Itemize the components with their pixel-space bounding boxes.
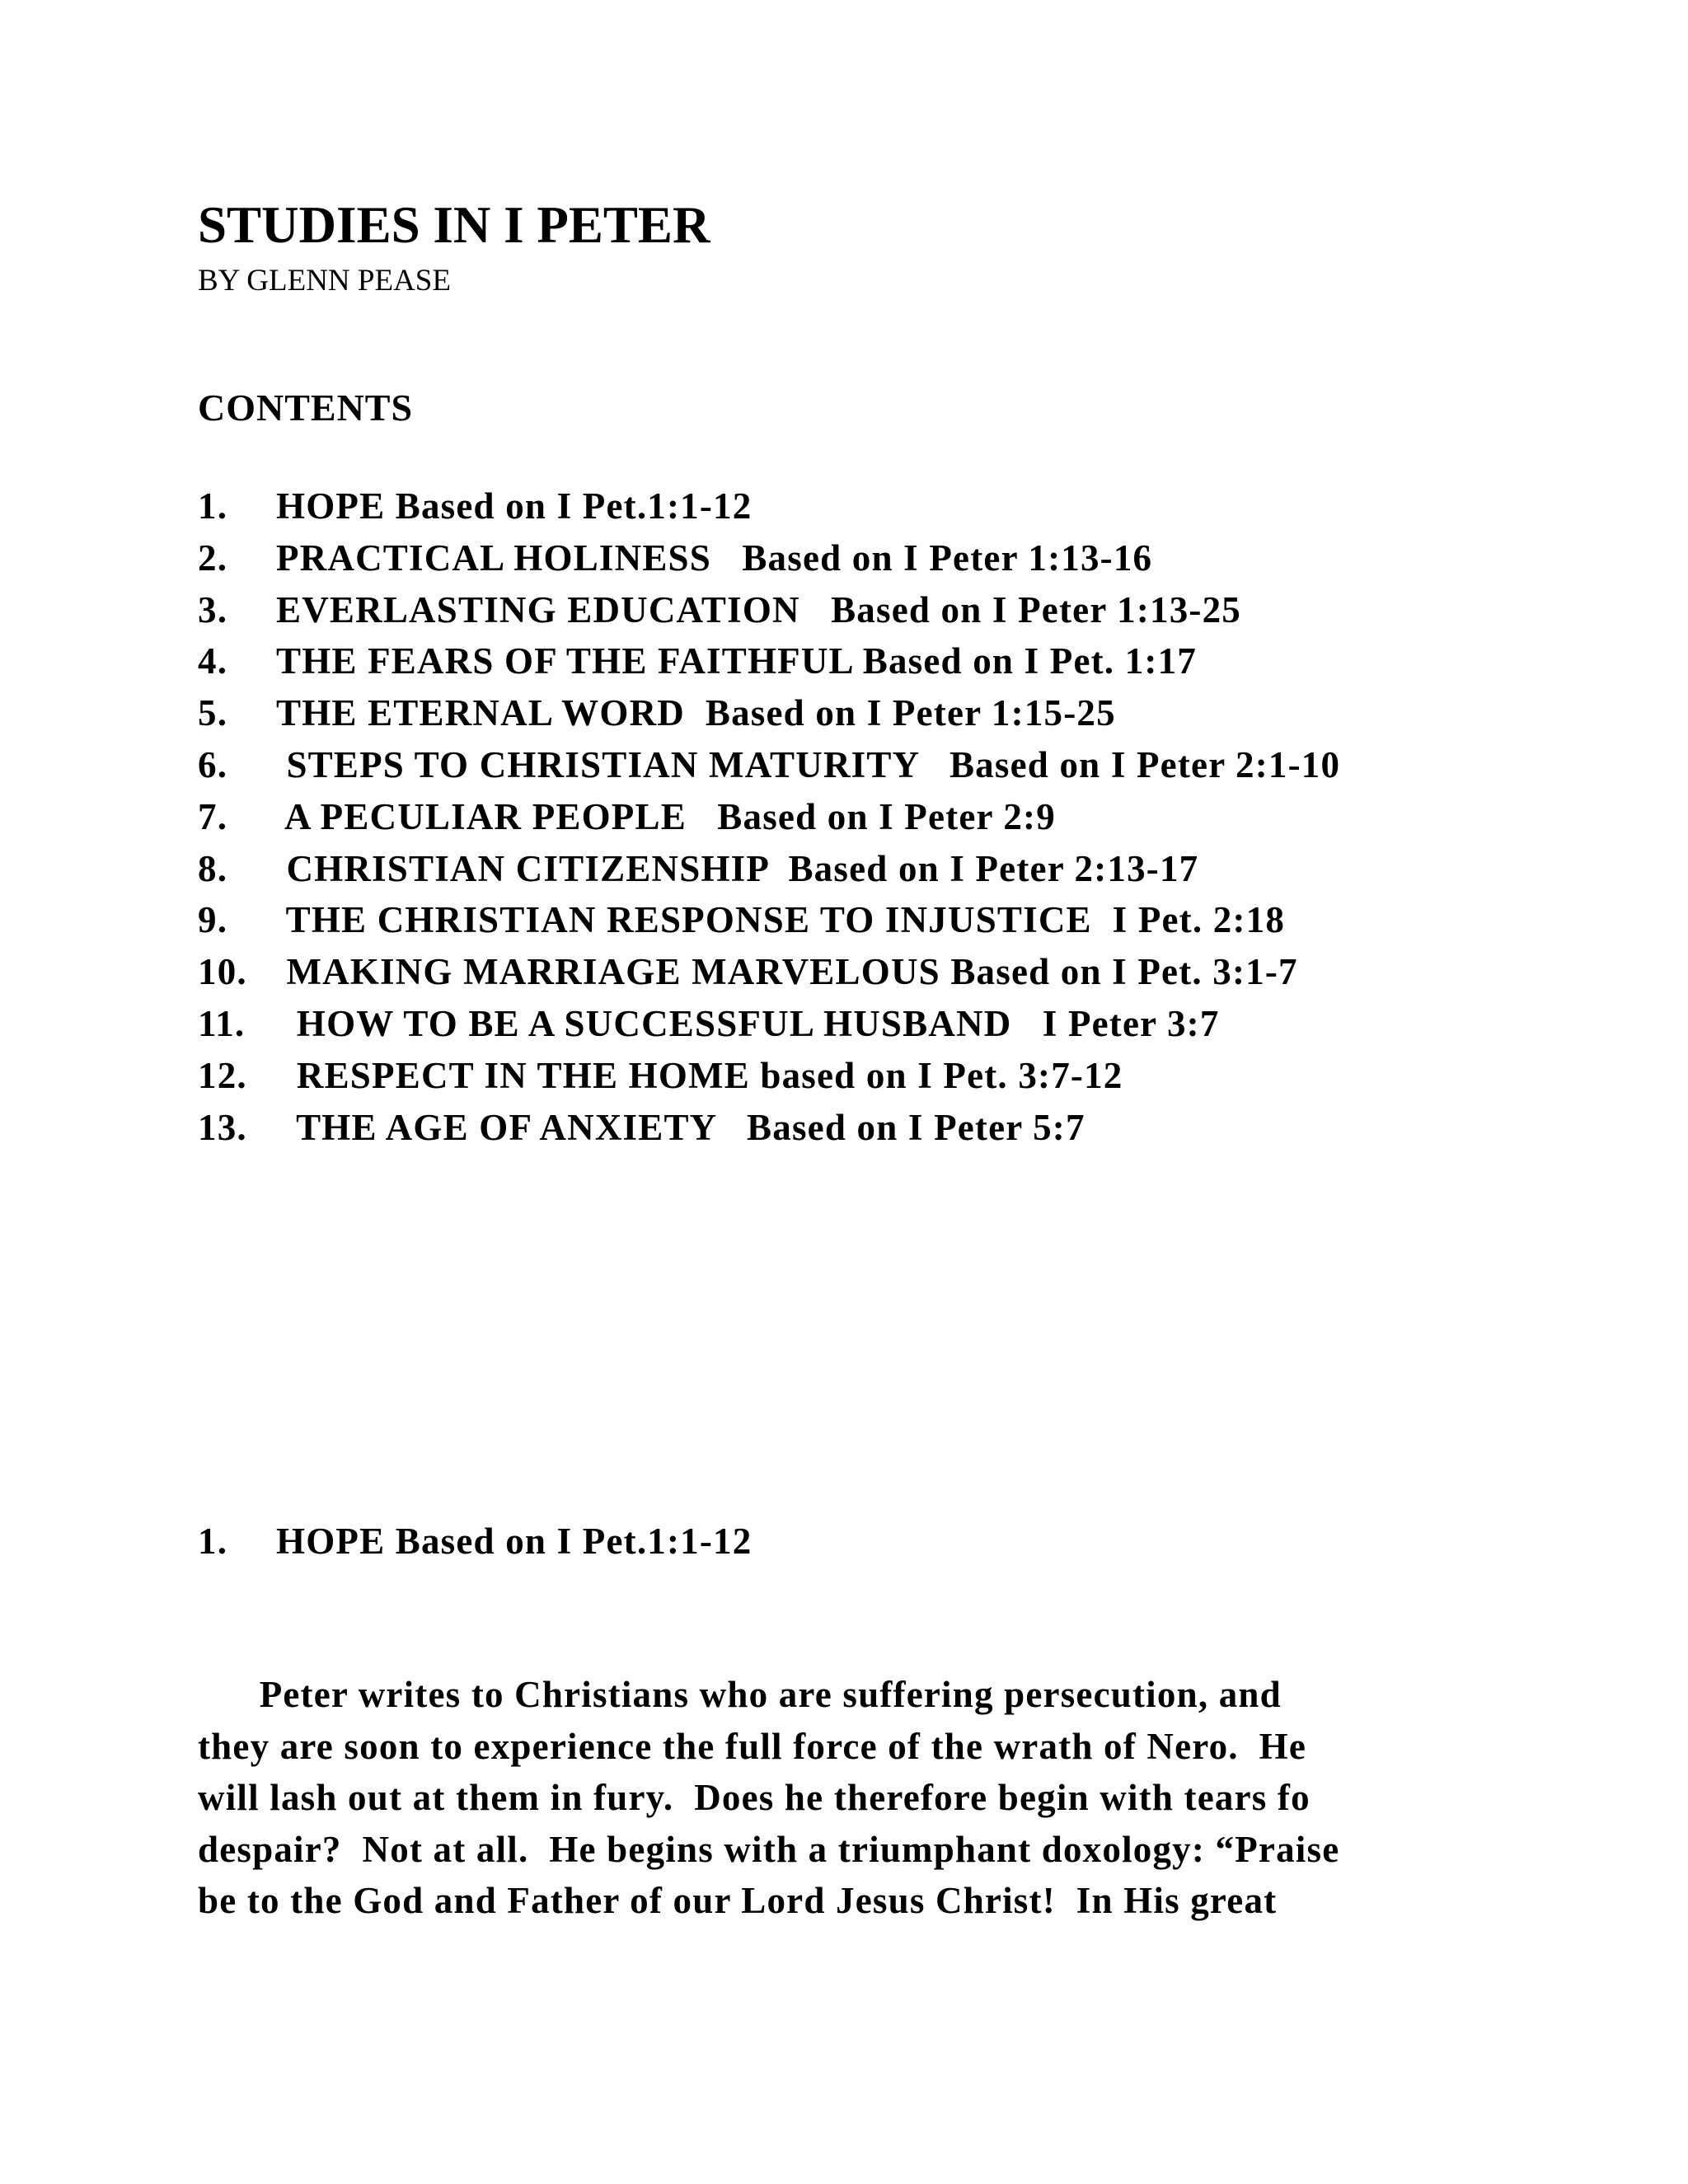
toc-item-text: MAKING MARRIAGE MARVELOUS Based on I Pet. 3:1-7 [276, 951, 1298, 993]
section-body [198, 1676, 1484, 1934]
toc-item-text: PRACTICAL HOLINESS Based on I Peter 1:13-16 [276, 537, 1153, 579]
toc-item-text: THE FEARS OF THE FAITHFUL Based on I Pet. 1:17 [276, 640, 1197, 682]
toc-item-text: THE CHRISTIAN RESPONSE TO INJUSTICE I Pet. 2:18 [276, 899, 1286, 941]
toc-item-text: THE AGE OF ANXIETY Based on I Peter 5:7 [276, 1106, 1085, 1148]
toc-item [198, 537, 1599, 592]
body-line: be to the God and Father of our Lord Jesus Christ! In His great [198, 1880, 1278, 1922]
toc-item-number: 4. [198, 640, 228, 682]
toc-item-text: HOW TO BE A SUCCESSFUL HUSBAND I Peter 3:7 [276, 1002, 1220, 1044]
toc-item-number: 12. [198, 1054, 247, 1096]
toc-item [198, 1106, 1599, 1161]
toc-item-text: CHRISTIAN CITIZENSHIP Based on I Peter 2:13-17 [276, 847, 1199, 889]
toc-item-number: 8. [198, 847, 228, 889]
body-line: despair? Not at all. He begins with a triumphant doxology: “Praise [198, 1828, 1340, 1870]
toc-item-number: 6. [198, 743, 228, 785]
toc-item-text: STEPS TO CHRISTIAN MATURITY Based on I Peter 2:1-10 [276, 743, 1341, 785]
document-title: STUDIES IN I PETER [198, 196, 710, 254]
toc-item [198, 847, 1599, 902]
toc-item-number: 9. [198, 899, 228, 941]
toc-item [198, 1002, 1599, 1057]
toc-item-text: EVERLASTING EDUCATION Based on I Peter 1:13-25 [276, 588, 1241, 630]
toc-item [198, 743, 1599, 799]
body-line: Peter writes to Christians who are suffering persecution, and [198, 1674, 1282, 1715]
toc-item [198, 692, 1599, 747]
toc-item-number: 3. [198, 588, 228, 630]
toc-item-number: 5. [198, 692, 228, 734]
toc-item [198, 640, 1599, 695]
toc-item [198, 951, 1599, 1005]
toc-item-number: 2. [198, 537, 228, 579]
toc-item-text: HOPE Based on I Pet.1:1-12 [276, 485, 753, 527]
toc-item [198, 795, 1599, 851]
toc-item-text: A PECULIAR PEOPLE Based on I Peter 2:9 [276, 795, 1056, 837]
toc-item-text: THE ETERNAL WORD Based on I Peter 1:15-25 [276, 692, 1116, 734]
body-line: they are soon to experience the full force of the wrath of Nero. He [198, 1725, 1307, 1767]
toc-item [198, 588, 1599, 644]
toc-item [198, 485, 1599, 540]
section-title: HOPE Based on I Pet.1:1-12 [276, 1521, 753, 1562]
table-of-contents [198, 485, 1599, 1160]
document-author: BY GLENN PEASE [198, 264, 451, 298]
toc-item-number: 1. [198, 485, 228, 527]
toc-item-number: 7. [198, 795, 228, 837]
contents-heading: CONTENTS [198, 387, 414, 429]
toc-item [198, 1054, 1599, 1109]
body-line: will lash out at them in fury. Does he therefore begin with tears fo [198, 1777, 1311, 1819]
section-heading [198, 1523, 752, 1560]
toc-item-number: 11. [198, 1002, 246, 1044]
toc-item [198, 899, 1599, 954]
toc-item-text: RESPECT IN THE HOME based on I Pet. 3:7-12 [276, 1054, 1123, 1096]
toc-item-number: 10. [198, 951, 247, 993]
section-number: 1. [198, 1521, 228, 1562]
toc-item-number: 13. [198, 1106, 247, 1148]
